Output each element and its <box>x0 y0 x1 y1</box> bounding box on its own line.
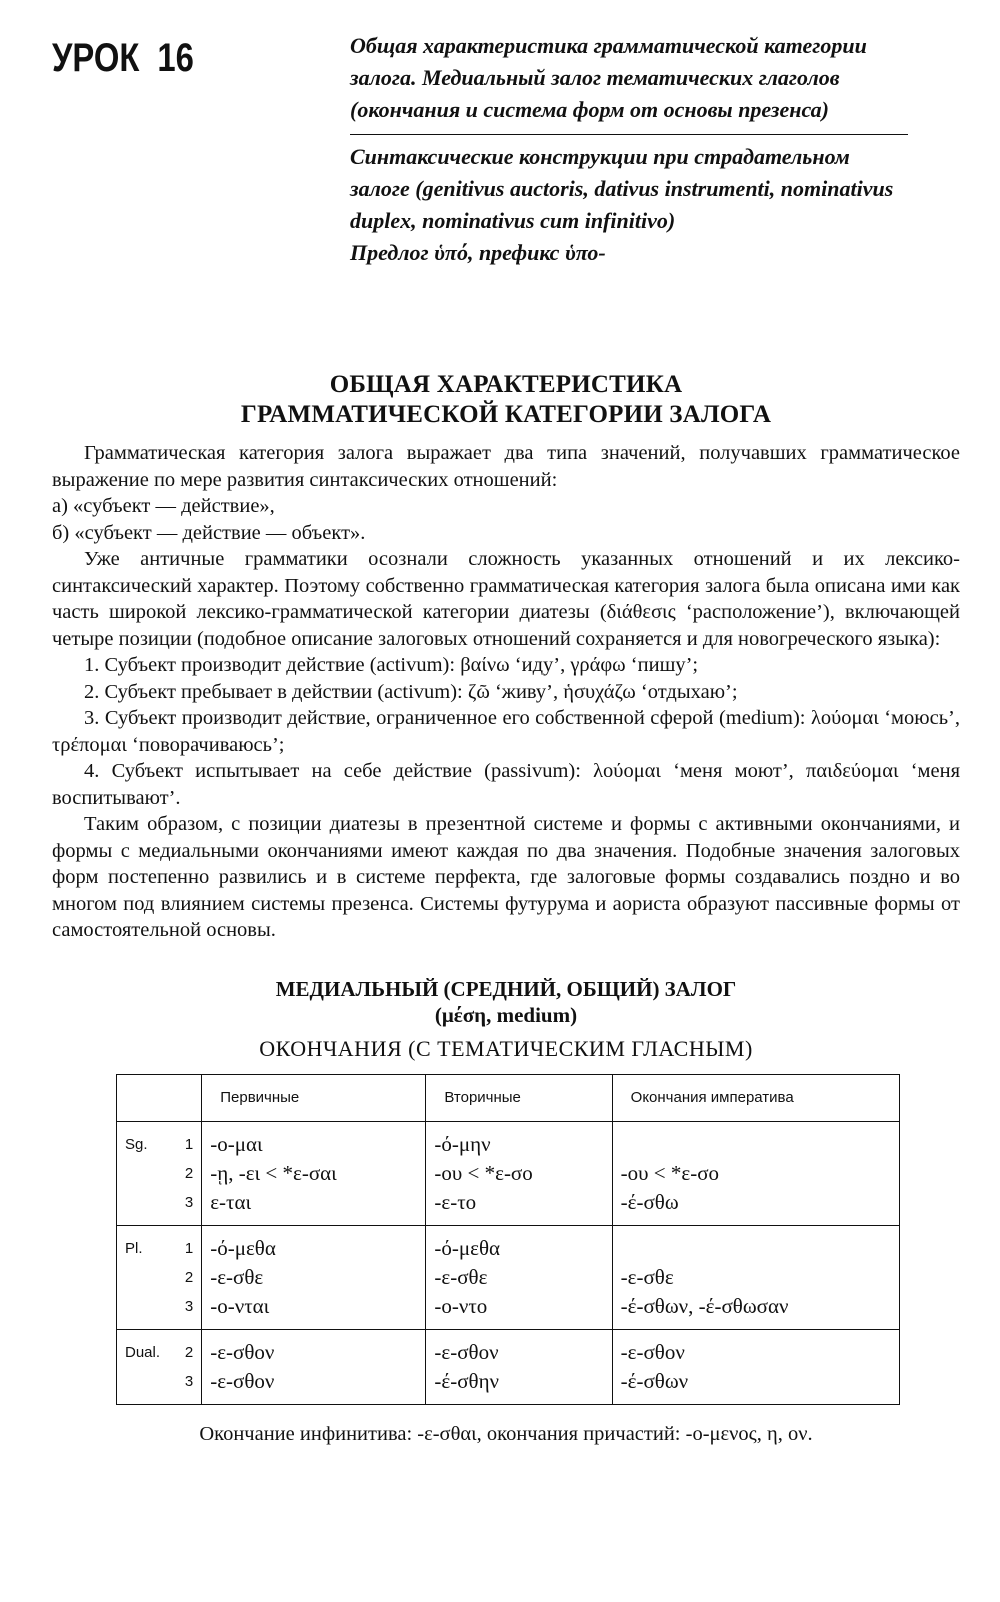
row-label <box>125 1292 193 1321</box>
numbered-item-2: 2. Субъект пребывает в действии (activum): ζῶ ‘живу’, ἡσυχάζω ‘отдыхаю’; <box>84 680 738 703</box>
section1-body <box>52 440 960 944</box>
row-label <box>125 1367 193 1396</box>
row-label-cell <box>117 1225 202 1329</box>
person-number: 3 <box>184 1372 194 1390</box>
row-label-cell <box>117 1121 202 1225</box>
topics-block-3: Предлог ὑπό, префикс ὑπο- <box>350 240 606 265</box>
row-label <box>125 1188 193 1217</box>
table-cell-primary <box>202 1329 426 1404</box>
section1-title-line2: ГРАММАТИЧЕСКОЙ КАТЕГОРИИ ЗАЛОГА <box>240 401 772 428</box>
ending-secondary: -ε-σθε <box>434 1264 488 1289</box>
lesson-title <box>52 36 194 81</box>
paragraph-1: Грамматическая категория залога выражает два типа значений, получавших грамматическое выражение по мере развития синтаксических отношений: <box>52 442 960 491</box>
list-item-a: а) «субъект — действие», <box>52 495 275 517</box>
row-label-cell <box>117 1329 202 1404</box>
table-cell-secondary <box>426 1121 612 1225</box>
table-group-row <box>117 1329 900 1404</box>
lesson-header <box>52 30 960 320</box>
section1-title <box>52 370 960 430</box>
table-header-imperative: Окончания императива <box>612 1074 899 1121</box>
ending-primary: ε-ται <box>210 1189 252 1214</box>
person-number: 1 <box>184 1135 194 1153</box>
row-label <box>125 1159 193 1188</box>
table-header-primary: Первичные <box>202 1074 426 1121</box>
lesson-number: 16 <box>157 36 194 80</box>
ending-primary: -ό-μεθα <box>210 1235 276 1260</box>
topics-divider <box>350 134 908 135</box>
topics-block-2: Синтаксические конструкции при страдательном залоге (genitivus auctoris, dativus instrumenti, nominativus duplex, nominativus cum infinitivo) <box>350 144 894 233</box>
table-cell-secondary <box>426 1329 612 1404</box>
table-cell-imperative <box>612 1329 899 1404</box>
table-group-row <box>117 1225 900 1329</box>
ending-primary: -ο-νται <box>210 1293 270 1318</box>
numbered-item-1: 1. Субъект производит действие (activum): βαίνω ‘иду’, γράφω ‘пишу’; <box>84 654 699 676</box>
ending-secondary: -ου < *ε-σο <box>434 1160 533 1185</box>
ending-secondary: -ο-ντο <box>434 1293 488 1318</box>
section2-title <box>52 976 960 1028</box>
ending-primary: -ῃ, -ει < *ε-σαι <box>210 1160 337 1185</box>
ending-secondary: -έ-σθην <box>434 1368 500 1393</box>
number-label: Dual. <box>125 1343 161 1361</box>
ending-imperative: -έ-σθων, -έ-σθωσαν <box>620 1293 789 1318</box>
paragraph-2: Уже античные грамматики осознали сложность указанных отношений и их лексико-синтаксический характер. Поэтому собственно грамматическая категория залога была описана ими как часть широкой лексико-грамматической категории диатезы (διάθεσις ‘расположение’), включающей четыре позиции (подобное описание залоговых отношений сохраняется и для новогреческого языка): <box>52 548 960 650</box>
ending-imperative: -έ-σθων <box>620 1368 689 1393</box>
table-cell-primary <box>202 1225 426 1329</box>
person-number: 2 <box>184 1268 194 1286</box>
person-number: 3 <box>184 1193 194 1211</box>
section2-title-line2: (μέση, medium) <box>434 1002 578 1027</box>
ending-secondary: -ε-το <box>434 1189 477 1214</box>
row-label <box>125 1130 193 1159</box>
table-cell-imperative <box>612 1225 899 1329</box>
ending-imperative <box>621 1130 891 1159</box>
ending-secondary: -ε-σθον <box>434 1339 499 1364</box>
table-caption: ОКОНЧАНИЯ (С ТЕМАТИЧЕСКИМ ГЛАСНЫМ) <box>259 1035 753 1061</box>
ending-primary: -ο-μαι <box>210 1131 263 1156</box>
row-label <box>125 1263 193 1292</box>
ending-imperative: -ε-σθε <box>620 1264 674 1289</box>
number-label: Sg. <box>125 1135 148 1153</box>
paragraph-3: Таким образом, с позиции диатезы в презентной системе и формы с активными окончаниями, и формы с медиальными окончаниями имеют каждая по два значения. Подобные значения залоговых форм постепенно развились и в системе перфекта, где залоговые формы создавались поздно и во многом под влиянием системы презенса. Системы футурума и аориста образуют пассивные формы от самостоятельной основы. <box>52 813 960 941</box>
footer-note: Окончание инфинитива: -ε-σθαι, окончания причастий: -ο-μενος, η, ον. <box>199 1422 813 1445</box>
endings-table <box>116 1074 900 1405</box>
ending-primary: -ε-σθε <box>210 1264 264 1289</box>
table-header-secondary: Вторичные <box>426 1074 612 1121</box>
ending-secondary: -ό-μην <box>434 1131 491 1156</box>
ending-imperative: -ου < *ε-σο <box>620 1160 720 1185</box>
section2-title-line1: МЕДИАЛЬНЫЙ (СРЕДНИЙ, ОБЩИЙ) ЗАЛОГ <box>275 976 737 1001</box>
row-label <box>125 1234 193 1263</box>
person-number: 2 <box>184 1164 194 1182</box>
ending-imperative: -έ-σθω <box>620 1189 679 1214</box>
table-cell-secondary <box>426 1225 612 1329</box>
person-number: 1 <box>184 1239 194 1257</box>
ending-imperative <box>621 1234 891 1263</box>
ending-imperative: -ε-σθον <box>620 1339 685 1364</box>
table-cell-imperative <box>612 1121 899 1225</box>
table-header-empty <box>117 1074 202 1121</box>
page <box>52 30 960 1447</box>
numbered-item-4: 4. Субъект испытывает на себе действие (passivum): λούομαι ‘меня моют’, παιδεύομαι ‘меня воспитывают’. <box>52 760 960 809</box>
ending-primary: -ε-σθον <box>210 1368 275 1393</box>
table-header-row <box>117 1074 900 1121</box>
list-item-b: б) «субъект — действие — объект». <box>52 521 366 544</box>
number-label: Pl. <box>125 1239 143 1257</box>
section1-title-line1: ОБЩАЯ ХАРАКТЕРИСТИКА <box>329 371 683 398</box>
person-number: 3 <box>184 1297 194 1315</box>
lesson-topics <box>350 30 910 269</box>
person-number: 2 <box>184 1343 194 1361</box>
topics-block-1: Общая характеристика грамматической категории залога. Медиальный залог тематических глаголов (окончания и система форм от основы презенса) <box>350 33 867 122</box>
table-cell-primary <box>202 1121 426 1225</box>
lesson-word: УРОК <box>52 36 140 80</box>
numbered-item-3: 3. Субъект производит действие, ограниченное его собственной сферой (medium): λούομαι ‘моюсь’, τρέπομαι ‘поворачиваюсь’; <box>52 707 960 756</box>
ending-primary: -ε-σθον <box>210 1339 275 1364</box>
row-label <box>125 1338 193 1367</box>
table-group-row <box>117 1121 900 1225</box>
ending-secondary: -ό-μεθα <box>434 1235 501 1260</box>
